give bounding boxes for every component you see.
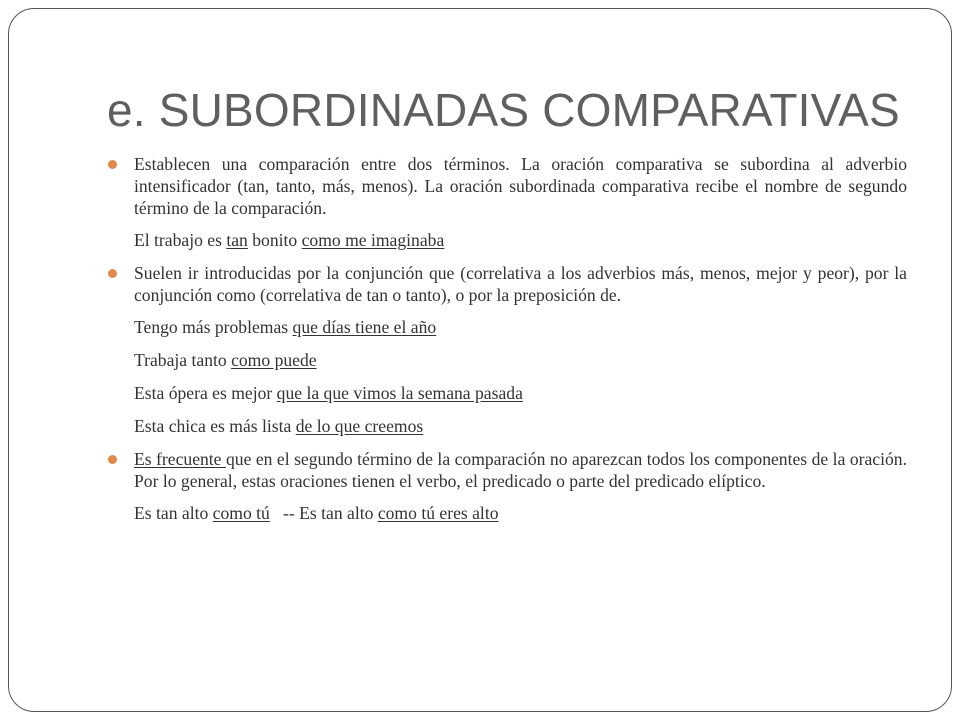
example-plain-text: El trabajo es [134, 230, 227, 250]
example-line [107, 229, 907, 251]
example-underlined-text: como me imaginaba [301, 230, 445, 250]
slide-title: e. SUBORDINADAS COMPARATIVAS [107, 84, 900, 136]
example-line [107, 415, 907, 437]
bullet-paragraph-1 [107, 153, 907, 219]
example-line [107, 382, 907, 404]
example-underlined-text: tan [226, 230, 248, 250]
bullet-text-1: Establecen una comparación entre dos términos. La oración comparativa se subordina al adverbio intensificador (tan, tanto, más, menos). La oración subordinada comparativa recibe el nombre de segundo término de la comparación. [134, 154, 907, 218]
example-plain-text: Trabaja tanto [134, 350, 232, 370]
example-plain-text: -- Es tan alto [269, 503, 378, 523]
example-plain-text: Tengo más problemas [134, 317, 293, 337]
example-plain-text: Esta chica es más lista [134, 416, 296, 436]
example-underlined-text: como puede [231, 350, 317, 370]
example-plain-text: Es tan alto [134, 503, 213, 523]
example-underlined-text: como tú [212, 503, 270, 523]
slide-content [107, 153, 907, 535]
bullet-paragraph-2 [107, 262, 907, 306]
bullet-text-2: Suelen ir introducidas por la conjunción que (correlativa a los adverbios más, menos, mejor y peor), por la conjunción como (correlativa de tan o tanto), o por la preposición de. [134, 263, 907, 305]
example-plain-text: bonito [247, 230, 302, 250]
example-underlined-text: que la que vimos la semana pasada [276, 383, 523, 403]
example-underlined-text: de lo que creemos [295, 416, 424, 436]
example-line [107, 349, 907, 371]
bullet-paragraph-3 [107, 448, 907, 492]
example-line [107, 502, 907, 524]
bullet-text-3: que en el segundo término de la comparación no aparezcan todos los componentes de la oración. Por lo general, estas oraciones tienen el verbo, el predicado o parte del predicado elíptico. [134, 449, 907, 491]
example-underlined-text: que días tiene el año [292, 317, 437, 337]
bullet-lead-underlined: Es frecuente [134, 449, 226, 469]
example-line [107, 316, 907, 338]
example-plain-text: Esta ópera es mejor [134, 383, 277, 403]
example-underlined-text: como tú eres alto [377, 503, 499, 523]
